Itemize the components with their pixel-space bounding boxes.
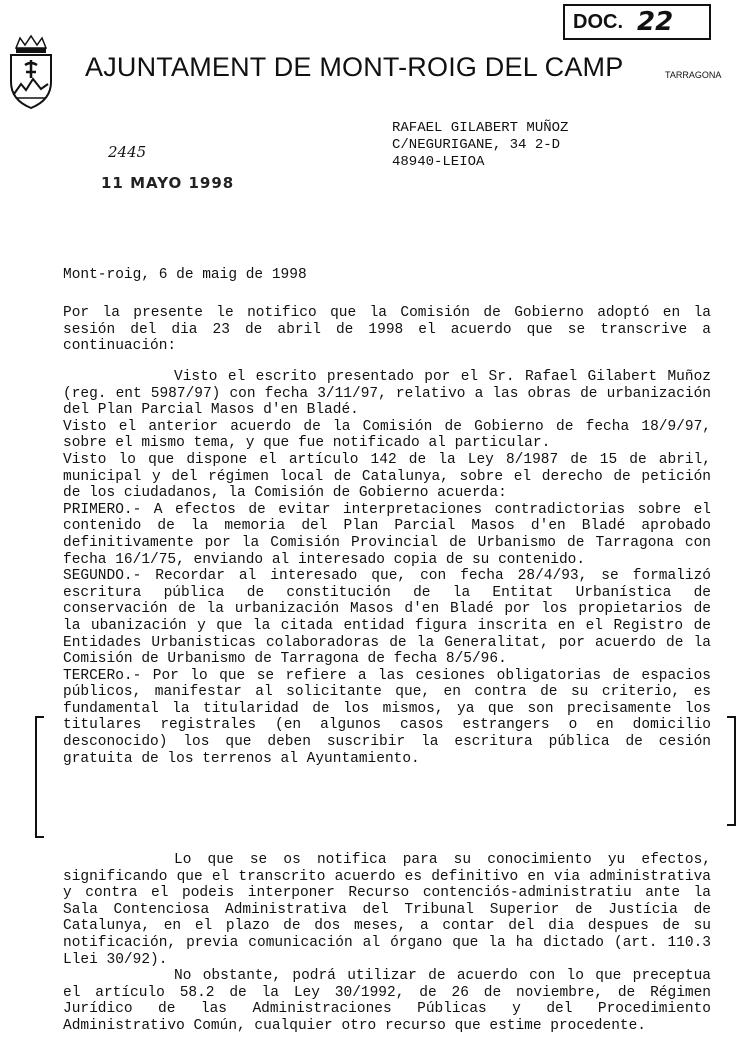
registry-stamp-date: 11 MAYO 1998: [101, 174, 235, 192]
doc-number-box: [563, 4, 711, 40]
org-name: AJUNTAMENT DE MONT-ROIG DEL CAMP: [85, 52, 624, 82]
recipient-street: C/NEGURIGANE, 34 2-D: [392, 137, 561, 153]
tercero-clause: TERCERo.- Por lo que se refiere a las cesiones obligatorias de espacios públicos, manifestar al solicitante que, en contra de su criterio, es fundamental la titularidad de los mismos, ya que son precisamente los titulares registrales (en algunos casos estrangers o en domicilio desconocido) los que deben suscribir la escritura pública de cesión gratuita de los terrenos al Ayuntamiento.: [63, 667, 711, 767]
closing-section: [63, 852, 711, 1035]
coat-of-arms-icon: [6, 34, 56, 110]
visto-3: Visto lo que dispone el artículo 142 de la Ley 8/1987 de 15 de abril, municipal y del régimen local de Catalunya, sobre el derecho de petición de los ciudadanos, la Comisión de Gobierno acuerda:: [63, 451, 711, 502]
agreement-body: [63, 369, 711, 767]
visto-1: Visto el escrito presentado por el Sr. Rafael Gilabert Muñoz (reg. ent 5987/97) con fecha 3/11/97, relativo a las obras de urbanización del Plan Parcial Masos d'en Bladé.: [63, 369, 711, 419]
closing-paragraph-2: No obstante, podrá utilizar de acuerdo con lo que preceptua el artículo 58.2 de la Ley 30/1992, de 26 de noviembre, de Régimen Jurídico de las Administraciones Públicas y del Procedimiento Administrativo Común, cualquier otro recurso que estime procedente.: [63, 968, 711, 1034]
visto-2: Visto el anterior acuerdo de la Comisión de Gobierno de fecha 18/9/97, sobre el mismo tema, y que fue notificado al particular.: [63, 418, 711, 452]
primero-clause: PRIMERO.- A efectos de evitar interpretaciones contradictorias sobre el contenido de la memoria del Plan Parcial Masos d'en Bladé aprobado definitivamente por la Comisión Provincial de Urbanismo de Tarragona con fecha 16/1/75, enviando al interesado copia de su contenido.: [63, 501, 711, 568]
org-region: TARRAGONA: [665, 70, 722, 80]
recipient-address: [392, 120, 568, 171]
margin-bracket-right: [727, 716, 736, 826]
closing-paragraph-1: Lo que se os notifica para su conocimiento yu efectos, significando que el transcrito acuerdo es definitivo en via administrativa y contra el podeis interponer Recurso contenciós-administratiu ante la Sala Contenciosa Administrativa del Tribunal Superior de Justícia de Catalunya, en el plazo de dos meses, a contar del dia despues de su notificación, previa comunicación al órgano que la ha dictado (art. 110.3 Llei 30/92).: [63, 852, 711, 968]
margin-bracket-left: [35, 716, 44, 838]
recipient-name: RAFAEL GILABERT MUÑOZ: [392, 120, 569, 136]
intro-paragraph: Por la presente le notifico que la Comisión de Gobierno adoptó en la sesión del dia 23 de abril de 1998 el acuerdo que se transcrive a continuación:: [63, 305, 711, 355]
place-date: Mont-roig, 6 de maig de 1998: [63, 267, 307, 283]
doc-number: 22: [637, 7, 674, 37]
registry-number: 2445: [108, 143, 147, 161]
doc-label: DOC.: [573, 10, 623, 33]
recipient-city: 48940-LEIOA: [392, 154, 485, 170]
segundo-clause: SEGUNDO.- Recordar al interesado que, con fecha 28/4/93, se formalizó escritura pública de constitución de la Entitat Urbanística de conservación de la urbanización Masos d'en Bladé por los propietarios de la ubanización y que la citada entidad figura inscrita en el Registro de Entidades Urbanisticas colaboradoras de la Generalitat, por acuerdo de la Comisión de Urbanismo de Tarragona de fecha 8/5/96.: [63, 568, 711, 668]
